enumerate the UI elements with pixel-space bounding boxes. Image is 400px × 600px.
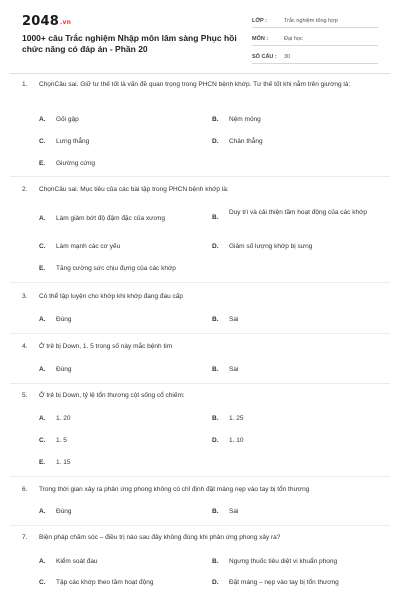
option-1b[interactable] xyxy=(212,115,382,125)
option-5d[interactable] xyxy=(212,436,362,446)
option-5e[interactable] xyxy=(39,458,189,468)
question-divider xyxy=(10,333,390,334)
option-2e[interactable] xyxy=(39,264,239,274)
meta-panel xyxy=(252,14,378,68)
option-letter: A. xyxy=(39,415,46,422)
question-3-text xyxy=(22,292,384,302)
option-text: Kiểm soát đau xyxy=(56,558,98,565)
option-letter: D. xyxy=(212,138,219,145)
question-6-text xyxy=(22,485,384,495)
option-letter: A. xyxy=(39,116,46,123)
question-number: 5. xyxy=(22,392,28,399)
question-divider xyxy=(10,176,390,177)
question-divider xyxy=(10,282,390,283)
question-2-text xyxy=(22,185,384,195)
option-7b[interactable] xyxy=(212,557,387,567)
option-letter: E. xyxy=(39,459,46,466)
option-text: 1. 20 xyxy=(56,415,71,422)
option-text: Chân thẳng xyxy=(229,138,263,145)
question-body: Biện pháp chăm sóc – điều trị nào sau đây không đúng khi phản ứng phong xảy ra? xyxy=(39,534,281,541)
option-text: Sai xyxy=(229,316,239,323)
option-3b[interactable] xyxy=(212,315,362,325)
option-letter: A. xyxy=(39,316,46,323)
option-letter: A. xyxy=(39,215,46,222)
question-body: ChọnCâu sai. Mục tiêu của các bài tập trong PHCN bệnh khớp là: xyxy=(39,186,229,193)
option-text: Đúng xyxy=(56,366,72,373)
document-header xyxy=(0,0,400,72)
meta-socau-value: 30 xyxy=(284,53,291,60)
question-divider xyxy=(10,383,390,384)
question-body: Ở trẻ bị Down, tỷ lệ tổn thương cột sống cổ chiếm: xyxy=(39,392,185,399)
question-divider xyxy=(10,476,390,477)
meta-lop-label: LỚP : xyxy=(252,17,267,24)
meta-mon-value: Đại học xyxy=(284,35,303,42)
option-letter: B. xyxy=(212,214,219,221)
document-title: 1000+ câu Trắc nghiệm Nhập môn lâm sàng Phục hồi chức năng có đáp án - Phần 20 xyxy=(22,33,237,54)
option-6b[interactable] xyxy=(212,507,362,517)
option-text: Giảm số lượng khớp bị sưng xyxy=(229,243,313,250)
question-number: 6. xyxy=(22,486,28,493)
question-number: 1. xyxy=(22,81,28,88)
option-letter: A. xyxy=(39,508,46,515)
option-letter: D. xyxy=(212,437,219,444)
option-letter: B. xyxy=(212,116,219,123)
option-text: Ngưng thuốc tiêu diệt vi khuẩn phong xyxy=(229,558,338,565)
option-1e[interactable] xyxy=(39,159,189,169)
option-2c[interactable] xyxy=(39,242,209,252)
option-text: Duy trì và cải thiện tầm hoạt động của các khớp xyxy=(229,209,367,216)
meta-mon-label: MÔN : xyxy=(252,35,269,42)
option-7a[interactable] xyxy=(39,557,209,567)
option-text: Sai xyxy=(229,366,239,373)
question-number: 3. xyxy=(22,293,28,300)
option-letter: B. xyxy=(212,316,219,323)
logo-suffix: .vn xyxy=(59,19,72,26)
option-text: Làm giảm bớt độ đậm đặc của xương xyxy=(56,215,165,222)
option-7c[interactable] xyxy=(39,578,209,588)
question-body: Có thể tập luyện cho khớp khi khớp đang đau cấp xyxy=(39,293,184,300)
question-5-text xyxy=(22,391,384,401)
question-divider xyxy=(10,525,390,526)
question-4-text xyxy=(22,342,384,352)
option-letter: A. xyxy=(39,366,46,373)
option-6a[interactable] xyxy=(39,507,189,517)
option-text: Đặt máng – nẹp vào tay bị tổn thương xyxy=(229,579,339,586)
option-letter: B. xyxy=(212,558,219,565)
option-letter: C. xyxy=(39,437,46,444)
question-number: 4. xyxy=(22,343,28,350)
option-letter: B. xyxy=(212,508,219,515)
option-text: Nệm mỏng xyxy=(229,116,261,123)
option-1c[interactable] xyxy=(39,137,189,147)
question-1-text xyxy=(22,80,384,90)
option-text: Sai xyxy=(229,508,239,515)
meta-row-mon xyxy=(252,32,378,46)
question-body: ChọnCâu sai. Giữ tư thế tốt là vấn đề quan trọng trong PHCN bệnh khớp. Tư thế tốt khi nằm trên giường là: xyxy=(39,81,351,88)
question-7-text xyxy=(22,533,384,543)
option-letter: C. xyxy=(39,138,46,145)
question-number: 7. xyxy=(22,534,28,541)
option-text: 1. 15 xyxy=(56,459,71,466)
header-divider xyxy=(10,73,390,74)
option-3a[interactable] xyxy=(39,315,189,325)
meta-lop-value: Trắc nghiệm tổng hợp xyxy=(284,17,338,24)
option-5a[interactable] xyxy=(39,414,189,424)
option-text: Tăng cường sức chịu đựng của các khớp xyxy=(56,265,176,272)
site-logo[interactable] xyxy=(22,14,71,29)
option-letter: A. xyxy=(39,558,46,565)
option-text: Giường cứng xyxy=(56,160,95,167)
option-text: Làm mạnh các cơ yếu xyxy=(56,243,121,250)
option-letter: D. xyxy=(212,243,219,250)
option-4a[interactable] xyxy=(39,365,189,375)
option-text: 1. 10 xyxy=(229,437,244,444)
option-text: Đúng xyxy=(56,508,72,515)
question-body: Trong thời gian xảy ra phản ứng phong không có chỉ định đặt máng nẹp vào tay bị tổn thương xyxy=(39,486,310,493)
option-1d[interactable] xyxy=(212,137,382,147)
option-letter: E. xyxy=(39,265,46,272)
option-letter: D. xyxy=(212,579,219,586)
meta-row-lop xyxy=(252,14,378,28)
option-4b[interactable] xyxy=(212,365,362,375)
logo-text: 2048 xyxy=(22,14,59,29)
option-2b[interactable] xyxy=(212,208,384,223)
option-letter: B. xyxy=(212,415,219,422)
option-5c[interactable] xyxy=(39,436,189,446)
option-text: Đúng xyxy=(56,316,72,323)
option-2d[interactable] xyxy=(212,242,384,252)
option-text: 1. 25 xyxy=(229,415,244,422)
option-7d[interactable] xyxy=(212,578,387,588)
option-letter: C. xyxy=(39,579,46,586)
option-text: Gối gập xyxy=(56,116,79,123)
meta-socau-label: SỐ CÂU : xyxy=(252,53,277,60)
option-letter: C. xyxy=(39,243,46,250)
option-text: Lưng thẳng xyxy=(56,138,90,145)
option-5b[interactable] xyxy=(212,414,362,424)
option-text: Tập các khớp theo tầm hoạt động xyxy=(56,579,154,586)
option-text: 1. 5 xyxy=(56,437,67,444)
question-number: 2. xyxy=(22,186,28,193)
option-2a[interactable] xyxy=(39,214,209,224)
meta-row-socau xyxy=(252,50,378,64)
option-1a[interactable] xyxy=(39,115,189,125)
option-letter: B. xyxy=(212,366,219,373)
option-letter: E. xyxy=(39,160,46,167)
question-body: Ở trẻ bị Down, 1. 5 trong số này mắc bệnh tim xyxy=(39,343,173,350)
